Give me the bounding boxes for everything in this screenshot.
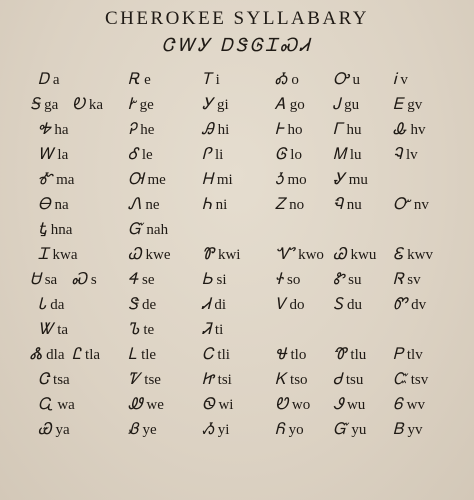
syllable-glyph: Ᏺ [275, 419, 285, 438]
syllable-entry [333, 68, 360, 92]
syllable-glyph: Ꮋ [202, 169, 213, 188]
syllabary-row [0, 143, 474, 165]
syllable-entry [275, 418, 304, 442]
syllable-sound: kwo [298, 247, 324, 263]
syllable-glyph: Ꮺ [128, 394, 143, 413]
syllable-glyph: Ꮑ [128, 194, 142, 213]
syllable-glyph: Ꮢ [393, 269, 404, 288]
syllable-entry [30, 343, 65, 367]
syllable-glyph: Ꭰ [38, 69, 49, 88]
syllable-entry [38, 68, 60, 92]
syllable-sound: li [215, 147, 224, 163]
syllable-sound: no [289, 197, 305, 213]
syllable-glyph: Ᏻ [128, 219, 143, 238]
syllable-entry [128, 118, 154, 142]
syllable-entry [202, 243, 240, 267]
syllable-entry [202, 93, 229, 117]
syllable-sound: di [214, 297, 227, 313]
syllable-sound: kwi [217, 247, 241, 263]
syllable-entry [128, 368, 161, 392]
syllable-entry [38, 218, 72, 242]
syllable-entry [38, 118, 69, 142]
syllable-entry [128, 68, 151, 92]
syllable-entry [202, 293, 226, 317]
syllable-glyph: Ꮄ [128, 144, 138, 163]
syllable-entry [30, 268, 57, 292]
syllable-sound: he [140, 122, 155, 138]
syllable-glyph: Ꮱ [333, 344, 347, 363]
syllable-glyph: Ꮆ [275, 144, 287, 163]
syllabary-row [0, 243, 474, 265]
syllable-entry [128, 393, 164, 417]
syllabary-row [0, 218, 474, 240]
syllable-glyph: Ꭱ [128, 69, 141, 88]
syllable-sound: ka [88, 97, 103, 113]
syllable-sound: tla [85, 347, 101, 363]
syllable-entry [202, 368, 232, 392]
syllable-sound: lu [349, 147, 362, 163]
syllable-entry [393, 418, 422, 442]
syllable-sound: yv [407, 422, 423, 438]
syllable-sound: ma [56, 172, 75, 188]
syllable-glyph: Ᏹ [202, 419, 214, 438]
syllabary-row [0, 93, 474, 115]
syllable-entry [275, 343, 306, 367]
syllable-glyph: Ꮟ [202, 269, 213, 288]
syllable-glyph: Ꮌ [275, 169, 284, 188]
syllable-entry [275, 368, 308, 392]
syllable-glyph: Ꮭ [72, 344, 82, 363]
syllable-glyph: Ꭾ [128, 119, 137, 138]
syllable-sound: tsa [53, 372, 70, 388]
syllable-entry [393, 143, 418, 167]
syllable-sound: kwa [52, 247, 78, 263]
syllable-glyph: Ꮞ [128, 269, 139, 288]
syllable-entry [128, 293, 156, 317]
syllable-sound: so [287, 272, 301, 288]
syllable-sound: wi [218, 397, 234, 413]
syllable-sound: ho [287, 122, 303, 138]
syllable-glyph: Ꮨ [202, 319, 211, 338]
syllable-glyph: Ꭵ [393, 69, 397, 88]
syllable-sound: hna [50, 222, 73, 238]
syllable-glyph: Ꮾ [393, 394, 403, 413]
syllable-entry [128, 418, 157, 442]
syllable-glyph: Ꮥ [128, 294, 138, 313]
syllable-sound: gu [344, 97, 360, 113]
syllable-glyph: Ꮃ [38, 144, 54, 163]
syllable-sound: de [141, 297, 157, 313]
syllable-sound: nah [146, 222, 169, 238]
syllable-entry [30, 93, 58, 117]
syllable-entry [333, 393, 365, 417]
syllable-entry [393, 68, 408, 92]
syllable-glyph: Ꮀ [275, 119, 284, 138]
syllable-entry [393, 268, 421, 292]
syllable-entry [393, 193, 429, 217]
syllable-sound: si [216, 272, 227, 288]
syllable-glyph: Ꮚ [333, 244, 347, 263]
syllable-glyph: Ꭳ [275, 69, 288, 88]
syllable-sound: wu [346, 397, 366, 413]
syllable-sound: na [54, 197, 69, 213]
syllable-glyph: Ꭿ [202, 119, 214, 138]
syllable-glyph: Ꮲ [393, 344, 403, 363]
syllable-entry [275, 118, 302, 142]
syllable-entry [38, 418, 70, 442]
syllabary-row [0, 268, 474, 290]
syllable-glyph: Ᏻ [333, 419, 348, 438]
syllable-entry [128, 168, 166, 192]
syllable-entry [202, 268, 227, 292]
page-subtitle: ᏣᎳᎩ ᎠᏕᎶᏆᏍᏗ [161, 35, 313, 55]
syllable-entry [333, 268, 361, 292]
syllable-entry [333, 93, 359, 117]
syllable-entry [72, 268, 97, 292]
syllable-glyph: Ꮏ [38, 219, 47, 238]
syllabary-row [0, 393, 474, 415]
syllable-glyph: Ꮩ [275, 294, 286, 313]
syllable-sound: ne [145, 197, 160, 213]
syllable-entry [275, 193, 304, 217]
syllable-glyph: Ꮸ [393, 369, 407, 388]
syllable-entry [275, 268, 300, 292]
syllable-glyph: Ꮪ [333, 294, 343, 313]
syllable-sound: tso [290, 372, 308, 388]
syllable-sound: tsi [217, 372, 232, 388]
syllable-sound: hi [217, 122, 230, 138]
syllable-sound: tsv [410, 372, 429, 388]
syllable-glyph: Ꮻ [202, 394, 215, 413]
syllable-entry [275, 393, 310, 417]
syllable-sound: lv [405, 147, 418, 163]
syllable-entry [333, 193, 362, 217]
syllable-sound: tle [141, 347, 157, 363]
syllable-sound: wa [57, 397, 75, 413]
syllable-sound: wv [406, 397, 426, 413]
syllable-entry [38, 193, 69, 217]
syllable-entry [72, 93, 103, 117]
syllable-entry [275, 93, 305, 117]
syllable-glyph: Ꮊ [128, 169, 144, 188]
syllabary-row [0, 343, 474, 365]
syllable-sound: v [400, 72, 408, 88]
syllable-sound: i [215, 72, 220, 88]
syllabary-row [0, 318, 474, 340]
syllable-glyph: Ꮹ [38, 394, 54, 413]
syllable-glyph: Ꮯ [202, 344, 214, 363]
syllable-entry [128, 193, 160, 217]
syllable-entry [393, 118, 425, 142]
syllable-sound: le [141, 147, 153, 163]
syllabary-row [0, 193, 474, 215]
syllable-glyph: Ꮛ [393, 244, 404, 263]
syllable-sound: s [90, 272, 97, 288]
syllabary-row [0, 168, 474, 190]
syllable-entry [202, 118, 229, 142]
syllable-sound: nu [346, 197, 362, 213]
syllable-entry [38, 293, 64, 317]
syllable-glyph: Ꮎ [38, 194, 51, 213]
syllable-sound: dla [46, 347, 65, 363]
syllable-glyph: Ꮰ [275, 344, 287, 363]
syllable-glyph: Ꮦ [128, 319, 140, 338]
syllable-glyph: Ꮖ [38, 244, 49, 263]
syllable-sound: gv [407, 97, 423, 113]
syllable-entry [202, 193, 227, 217]
syllable-sound: gi [217, 97, 229, 113]
syllable-glyph: Ꮂ [393, 119, 407, 138]
syllable-entry [38, 368, 70, 392]
syllable-sound: yi [217, 422, 230, 438]
syllable-glyph: Ꮓ [275, 194, 286, 213]
page-title: CHEROKEE SYLLABARY [104, 8, 370, 29]
syllabary-row [0, 293, 474, 315]
syllable-sound: yo [288, 422, 304, 438]
syllable-entry [202, 418, 229, 442]
syllable-sound: ye [142, 422, 157, 438]
syllable-glyph: Ꮜ [30, 269, 41, 288]
syllable-entry [128, 218, 168, 242]
syllable-glyph: Ꮡ [333, 269, 345, 288]
syllable-sound: te [143, 322, 155, 338]
syllable-glyph: Ꭻ [333, 94, 341, 113]
syllabary-row [0, 68, 474, 90]
syllable-entry [38, 143, 68, 167]
syllable-entry [275, 143, 302, 167]
syllable-glyph: Ꭶ [30, 94, 41, 113]
syllable-glyph: Ꮠ [275, 269, 284, 288]
syllable-entry [202, 318, 223, 342]
syllable-glyph: Ꭲ [202, 69, 212, 88]
syllable-sound: tsu [345, 372, 364, 388]
syllable-entry [393, 368, 428, 392]
syllable-glyph: Ᏼ [393, 419, 404, 438]
syllable-sound: se [142, 272, 155, 288]
syllable-entry [202, 393, 233, 417]
syllable-glyph: Ꭸ [128, 94, 136, 113]
syllable-glyph: Ꮼ [275, 394, 288, 413]
syllable-glyph: Ꮽ [333, 394, 343, 413]
syllable-entry [202, 343, 230, 367]
syllable-glyph: Ꮗ [128, 244, 142, 263]
syllable-entry [128, 318, 154, 342]
syllable-sound: mo [287, 172, 307, 188]
syllable-glyph: Ꮿ [38, 419, 52, 438]
syllable-sound: do [289, 297, 305, 313]
syllable-sound: hv [410, 122, 426, 138]
syllable-glyph: Ꮮ [128, 344, 138, 363]
syllable-glyph: Ꮘ [202, 244, 214, 263]
syllable-glyph: Ꭽ [38, 119, 51, 138]
syllable-entry [393, 93, 422, 117]
syllable-glyph: Ꮍ [333, 169, 345, 188]
syllable-sound: tli [217, 347, 230, 363]
syllable-entry [275, 293, 305, 317]
syllable-entry [202, 68, 220, 92]
syllable-entry [393, 343, 423, 367]
syllable-sound: mu [348, 172, 368, 188]
syllable-glyph: Ꭼ [393, 94, 404, 113]
syllable-glyph: Ꮒ [202, 194, 212, 213]
syllable-entry [128, 93, 154, 117]
syllable-entry [333, 168, 368, 192]
syllable-sound: we [146, 397, 164, 413]
syllable-sound: ga [44, 97, 59, 113]
syllable-sound: sv [407, 272, 421, 288]
syllable-sound: sa [44, 272, 58, 288]
syllable-entry [128, 143, 153, 167]
syllable-entry [393, 243, 433, 267]
syllable-glyph: Ꮳ [38, 369, 50, 388]
syllable-sound: yu [351, 422, 367, 438]
syllabary-row [0, 368, 474, 390]
syllable-sound: lo [290, 147, 302, 163]
syllable-glyph: Ꮵ [202, 369, 214, 388]
syllable-entry [202, 143, 223, 167]
syllable-sound: ha [54, 122, 69, 138]
syllable-entry [72, 343, 100, 367]
syllabary-row [0, 118, 474, 140]
syllable-sound: tse [144, 372, 161, 388]
syllable-entry [38, 393, 75, 417]
syllable-sound: ti [214, 322, 224, 338]
syllable-glyph: Ꮧ [202, 294, 211, 313]
syllable-entry [333, 118, 361, 142]
syllable-entry [275, 168, 307, 192]
syllable-sound: kwu [350, 247, 377, 263]
syllable-sound: wo [291, 397, 311, 413]
syllable-glyph: Ꮉ [38, 169, 53, 188]
syllable-glyph: Ꭺ [275, 94, 286, 113]
syllable-glyph: Ꭴ [333, 69, 349, 88]
syllable-sound: e [144, 72, 151, 88]
syllable-entry [333, 143, 361, 167]
syllable-entry [38, 168, 74, 192]
syllable-sound: mi [216, 172, 233, 188]
syllable-glyph: Ꮬ [30, 344, 43, 363]
syllable-entry [128, 268, 155, 292]
syllable-entry [128, 343, 156, 367]
syllable-glyph: Ꮁ [333, 119, 343, 138]
syllable-glyph: Ꮙ [275, 244, 295, 263]
syllable-sound: tlo [290, 347, 307, 363]
syllable-sound: nv [413, 197, 429, 213]
syllable-sound: tlu [350, 347, 367, 363]
syllable-glyph: Ꭷ [72, 94, 85, 113]
syllable-sound: kwe [145, 247, 171, 263]
syllable-entry [393, 293, 426, 317]
syllable-glyph: Ꮔ [333, 194, 343, 213]
syllable-entry [38, 243, 78, 267]
syllable-sound: da [50, 297, 65, 313]
syllable-sound: kwv [407, 247, 433, 263]
syllable-glyph: Ꭹ [202, 94, 214, 113]
syllable-sound: la [57, 147, 69, 163]
syllable-sound: dv [411, 297, 427, 313]
syllable-glyph: Ꮴ [128, 369, 141, 388]
syllable-sound: a [52, 72, 60, 88]
syllable-entry [333, 243, 376, 267]
syllable-glyph: Ꮤ [38, 319, 54, 338]
syllable-sound: ni [215, 197, 228, 213]
syllable-sound: hu [346, 122, 362, 138]
syllable-glyph: Ꮝ [72, 269, 87, 288]
syllable-sound: tlv [406, 347, 423, 363]
syllable-glyph: Ꮈ [393, 144, 402, 163]
syllable-glyph: Ꮷ [333, 369, 342, 388]
syllable-sound: ya [55, 422, 70, 438]
syllabary-row [0, 418, 474, 440]
syllable-entry [333, 293, 362, 317]
syllable-entry [38, 318, 68, 342]
syllable-glyph: Ꮕ [393, 194, 410, 213]
syllable-entry [275, 243, 324, 267]
syllable-sound: go [289, 97, 305, 113]
syllable-glyph: Ꮇ [333, 144, 346, 163]
syllable-glyph: Ꮣ [38, 294, 47, 313]
syllable-entry [333, 343, 366, 367]
syllable-glyph: Ꮶ [275, 369, 287, 388]
syllable-glyph: Ᏸ [128, 419, 139, 438]
syllable-sound: ta [57, 322, 69, 338]
syllable-entry [202, 168, 233, 192]
syllable-entry [275, 68, 299, 92]
syllable-glyph: Ꮅ [202, 144, 212, 163]
syllable-entry [333, 368, 363, 392]
syllable-sound: su [348, 272, 362, 288]
syllable-sound: du [346, 297, 362, 313]
syllable-sound: u [352, 72, 361, 88]
syllable-sound: o [291, 72, 299, 88]
syllable-entry [333, 418, 366, 442]
syllable-entry [393, 393, 425, 417]
syllable-glyph: Ꮫ [393, 294, 408, 313]
syllable-sound: ge [139, 97, 154, 113]
syllable-entry [128, 243, 170, 267]
syllable-sound: me [147, 172, 166, 188]
